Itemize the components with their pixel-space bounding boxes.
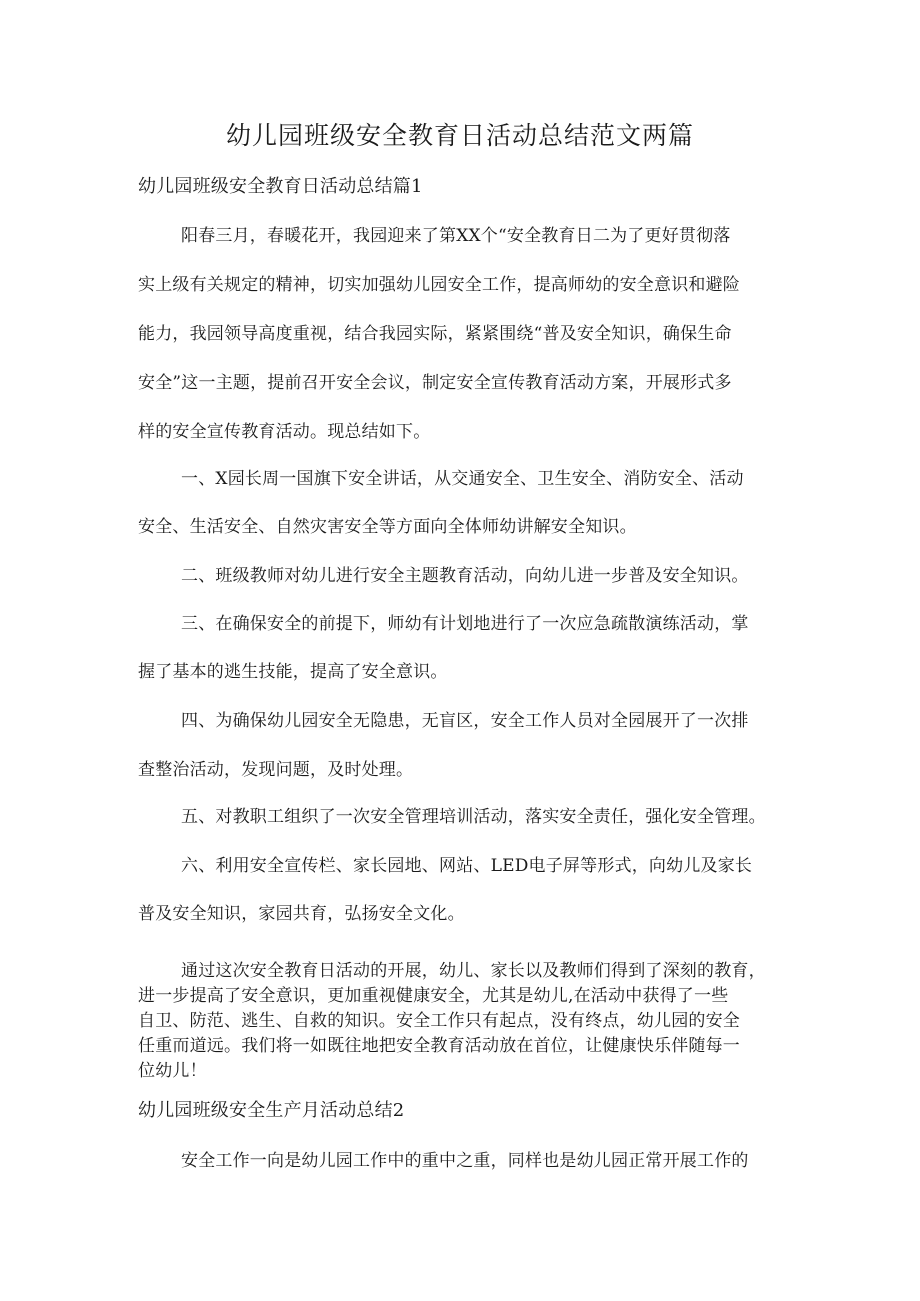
item6-line-1: 六、利用安全宣传栏、家长园地、网站、LED电子屏等形式，向幼儿及家长 (181, 856, 753, 876)
section2-line-1: 安全工作一向是幼儿园工作中的重中之重，同样也是幼儿园正常开展工作的 (181, 1151, 749, 1171)
intro-line-1: 阳春三月，春暖花开，我园迎来了第XX个“安全教育日二为了更好贯彻落 (181, 226, 731, 246)
section2-heading: 幼儿园班级安全生产月活动总结2 (138, 1100, 405, 1121)
item5-line-1: 五、对教职工组织了一次安全管理培训活动，落实安全责任，强化安全管理。 (181, 807, 766, 827)
item4-line-2: 查整治活动，发现问题，及时处理。 (138, 760, 414, 780)
item4-line-1: 四、为确保幼儿园安全无隐患，无盲区，安全工作人员对全园展开了一次排 (181, 711, 749, 731)
intro-line-3: 能力，我园领导高度重视，结合我园实际，紧紧围绕“普及安全知识，确保生命 (138, 324, 732, 344)
item2-line-1: 二、班级教师对幼儿进行安全主题教育活动，向幼儿进一步普及安全知识。 (181, 566, 749, 586)
conclusion-line-5: 位幼儿！ (138, 1061, 207, 1081)
conclusion-line-1: 通过这次安全教育日活动的开展，幼儿、家长以及教师们得到了深刻的教育， (181, 961, 766, 981)
document-title: 幼儿园班级安全教育日活动总结范文两篇 (225, 121, 694, 150)
section1-heading: 幼儿园班级安全教育日活动总结篇1 (138, 176, 423, 197)
conclusion-line-3: 自卫、防范、逃生、自救的知识。安全工作只有起点，没有终点，幼儿园的安全 (138, 1011, 740, 1031)
item1-line-1: 一、X园长周一国旗下安全讲话，从交通安全、卫生安全、消防安全、活动 (181, 469, 744, 489)
item3-line-2: 握了基本的逃生技能，提高了安全意识。 (138, 662, 448, 682)
conclusion-line-2: 进一步提高了安全意识，更加重视健康安全，尤其是幼儿,在活动中获得了一些 (138, 986, 729, 1006)
intro-line-4: 安全”这一主题，提前召开安全会议，制定安全宣传教育活动方案，开展形式多 (138, 373, 732, 393)
intro-line-2: 实上级有关规定的精神，切实加强幼儿园安全工作，提高师幼的安全意识和避险 (138, 275, 740, 295)
item1-line-2: 安全、生活安全、自然灾害安全等方面向全体师幼讲解安全知识。 (138, 517, 637, 537)
item6-line-2: 普及安全知识，家园共育，弘扬安全文化。 (138, 904, 465, 924)
item3-line-1: 三、在确保安全的前提下，师幼有计划地进行了一次应急疏散演练活动，掌 (181, 614, 749, 634)
intro-line-5: 样的安全宣传教育活动。现总结如下。 (138, 422, 431, 442)
conclusion-line-4: 任重而道远。我们将一如既往地把安全教育活动放在首位，让健康快乐伴随每一 (138, 1036, 740, 1056)
